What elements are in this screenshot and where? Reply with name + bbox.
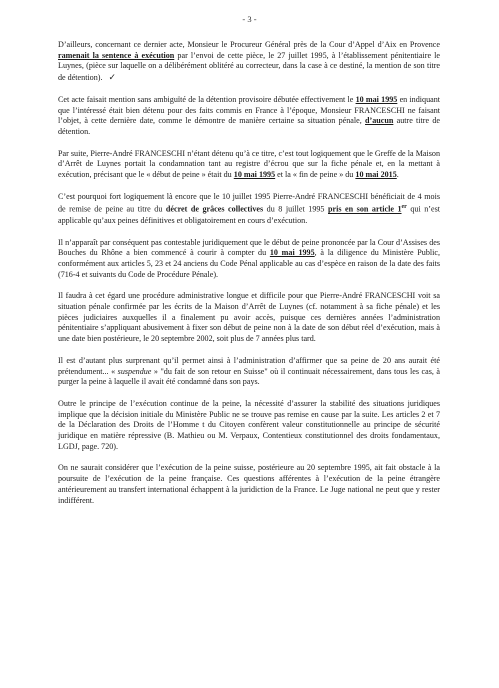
text-segment: 10 mai 1995 [233,170,276,180]
text-segment: suspendue [117,366,152,376]
text-segment: Outre le principe de l’exécution continue de la peine, la nécessité d’assurer la stabilité des situations juridiques implique que la décision initiale du Ministère Public ne se trouve pas remise en cause par la suite. Les articles 2 et 7 de la Déclaration des Droits de l’Homme t du Citoyen confèrent valeur constitutionnelle au principe de sécurité juridique en matière répressive (B. Mathieu ou M. Verpaux, Contentieux constitutionnel des droits fondamentaux, LGDJ, page. 720). [58,398,440,451]
paragraph [58,40,440,84]
text-segment: » "du fait de son retour en Suisse" où il continuait nécessairement, dans tous les cas, à purger la peine à laquelle il avait été condamné dans son pays. [58,366,441,387]
text-segment: autre titre de détention. [58,116,440,136]
text-segment: Il est d’autant plus surprenant qu’il permet ainsi à l’administration d’affirmer que sa peine de 20 ans aurait été prétendument... « [58,355,440,376]
paragraph [58,95,440,138]
paragraph [58,149,440,181]
document-body [58,40,440,517]
paragraph [58,238,440,281]
text-segment: Il n’apparaît par conséquent pas contestable juridiquement que le début de peine prononcée par la Cour d’Assises des Bouches du Rhône a bien commencé à courir à compter du [58,237,440,258]
text-segment: 10 mai 1995 [355,94,398,104]
text-segment: On ne saurait considérer que l’exécution de la peine suisse, postérieure au 20 septembre 1995, ait fait obstacle à la poursuite de l’exécution de la peine française. Ces questions afférentes à l’exécution de la peine étrangère antérieurement au transfert international échappent à la juridiction de la France. Le Juge national ne peut que y rester indifférent. [58,463,440,505]
text-segment: pris en son article 1 [328,205,402,215]
text-segment: qui n’est applicable qu’aux peines définitives et obligatoirement en cours d’exécution. [58,205,440,225]
paragraph [58,192,440,227]
paragraph [58,399,440,453]
text-segment: . [396,170,399,180]
text-segment: D’ailleurs, concernant ce dernier acte, Monsieur le Procureur Général près de la Cour d’Appel d’Aix en Provence [58,40,440,49]
paragraph [58,291,440,345]
text-segment: en indiquant que l’intéressé était bien détenu pour des faits commis en France à l’époque, Monsieur FRANCESCHI ne faisant l’objet, à cette dernière date, comme le démontre de manière certaine sa situation pénale, [58,94,441,126]
text-segment: 10 mai 1995 [269,248,315,258]
text-segment: Il faudra à cet égard une procédure administrative longue et difficile pour que Pierre-André FRANCESCHI voit sa situation pénale confirmée par les écrits de la Maison d’Arrêt de Luynes (cf. notamment à sa fiche pénale) et les pièces judiciaires auxquelles il a finalement pu avoir accès, puisque ces dernières années l’administration pénitentiaire s’appliquant abusivement à fixer son début de peine non à la date de son début réel d’exécution, mais à une date bien postérieure, le 20 septembre 2002, soit plus de 7 années plus tard. [58,291,440,344]
paragraph [58,463,440,506]
text-segment: ramenait la sentence à exécution [58,50,175,60]
text-segment: et la « fin de peine » du [275,170,356,180]
text-segment: 10 mai 2015 [355,170,397,180]
text-segment: Cet acte faisait mention sans ambiguïté de la détention provisoire débutée effectivement le [58,94,356,104]
paragraph [58,356,440,388]
text-segment: , à la diligence du Ministère Public, conformément aux articles 5, 23 et 24 anciens du Code Pénal applicable au cas d’espèce en raison de la date des faits (716-4 et suivants du Code de Procédure Pénale). [58,248,440,279]
text-segment: C’est pourquoi fort logiquement là encore que le 10 juillet 1995 Pierre-André FRANCESCHI bénéficiait de 4 mois de remise de peine au titre du [58,191,440,215]
text-segment: er [401,204,407,211]
text-segment: décret de grâces collectives [165,205,264,215]
text-segment: d’aucun [365,116,394,126]
text-segment: par l’envoi de cette pièce, le 27 juillet 1995, à l’établissement pénitentiaire le Luynes, (pièce sur laquelle on a délibérément oblitéré au correcteur, dans la case à ce destiné, la mention de son titre de détention). [58,50,441,83]
text-segment: Par suite, Pierre-André FRANCESCHI n’étant détenu qu’à ce titre, c’est tout logiquement que le Greffe de la Maison d’Arrêt de Luynes portait la condamnation tant au registre d’écrou que sur la fiche pénale et, en la mettant à exécution, précisant que le « début de peine » était du [58,148,440,180]
text-segment: du 8 juillet 1995 [263,205,329,215]
check-mark-icon: ✓ [108,72,117,83]
page-number: - 3 - [242,14,257,24]
